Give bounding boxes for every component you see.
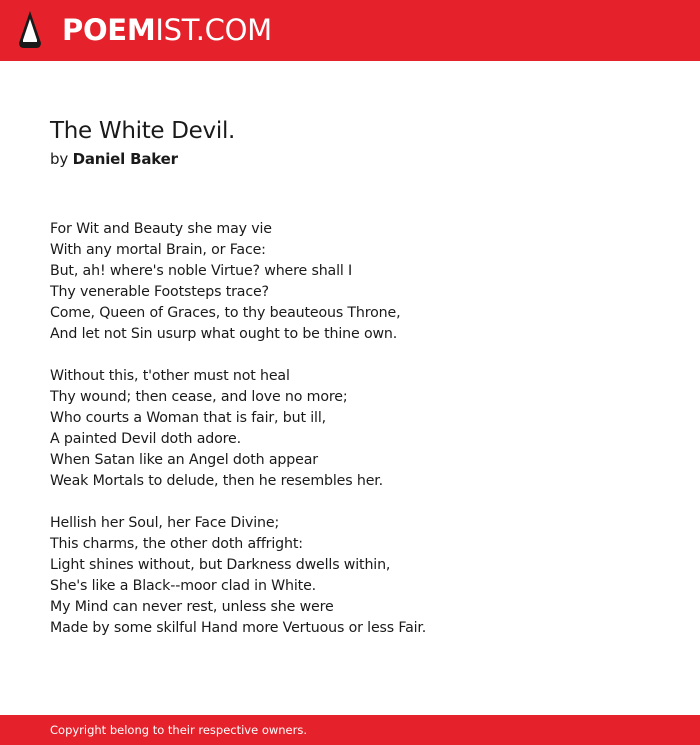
poem-line: Thy wound; then cease, and love no more; bbox=[50, 389, 348, 405]
poem-line: A painted Devil doth adore. bbox=[50, 431, 241, 447]
site-footer bbox=[0, 715, 700, 745]
poem-line: With any mortal Brain, or Face: bbox=[50, 242, 266, 258]
logo-bold-text: POEM bbox=[62, 13, 156, 47]
poem-title: The White Devil. bbox=[50, 118, 236, 144]
poem-line: For Wit and Beauty she may vie bbox=[50, 221, 272, 237]
poem-line: And let not Sin usurp what ought to be thine own. bbox=[50, 326, 398, 342]
copyright-text: Copyright belong to their respective owners. bbox=[50, 723, 308, 737]
poem-line: But, ah! where's noble Virtue? where shall I bbox=[50, 263, 353, 279]
poem-line: She's like a Black--moor clad in White. bbox=[50, 578, 317, 594]
poem-line: Who courts a Woman that is fair, but ill, bbox=[50, 410, 326, 426]
poem-line: Weak Mortals to delude, then he resembles her. bbox=[50, 473, 384, 489]
stanza bbox=[50, 366, 670, 492]
poem-line: Thy venerable Footsteps trace? bbox=[50, 284, 269, 300]
stanza bbox=[50, 513, 670, 639]
by-label: by bbox=[50, 150, 68, 168]
poem-line: Hellish her Soul, her Face Divine; bbox=[50, 515, 280, 531]
pencil-tip-icon[interactable] bbox=[18, 10, 42, 50]
logo-light-text: IST.COM bbox=[155, 13, 272, 47]
poem-line: This charms, the other doth affright: bbox=[50, 536, 303, 552]
site-logo[interactable] bbox=[62, 13, 272, 47]
poem-heading bbox=[50, 115, 650, 170]
poem-line: Without this, t'other must not heal bbox=[50, 368, 290, 384]
poem-line: My Mind can never rest, unless she were bbox=[50, 599, 334, 615]
stanza bbox=[50, 219, 670, 345]
poem-line: Come, Queen of Graces, to thy beauteous Throne, bbox=[50, 305, 401, 321]
byline bbox=[50, 148, 650, 170]
site-header bbox=[0, 0, 700, 61]
poem-line: Made by some skilful Hand more Vertuous or less Fair. bbox=[50, 620, 427, 636]
poem-line: Light shines without, but Darkness dwells within, bbox=[50, 557, 391, 573]
poem-body bbox=[50, 219, 670, 660]
author-name[interactable]: Daniel Baker bbox=[72, 150, 178, 168]
poem-line: When Satan like an Angel doth appear bbox=[50, 452, 318, 468]
